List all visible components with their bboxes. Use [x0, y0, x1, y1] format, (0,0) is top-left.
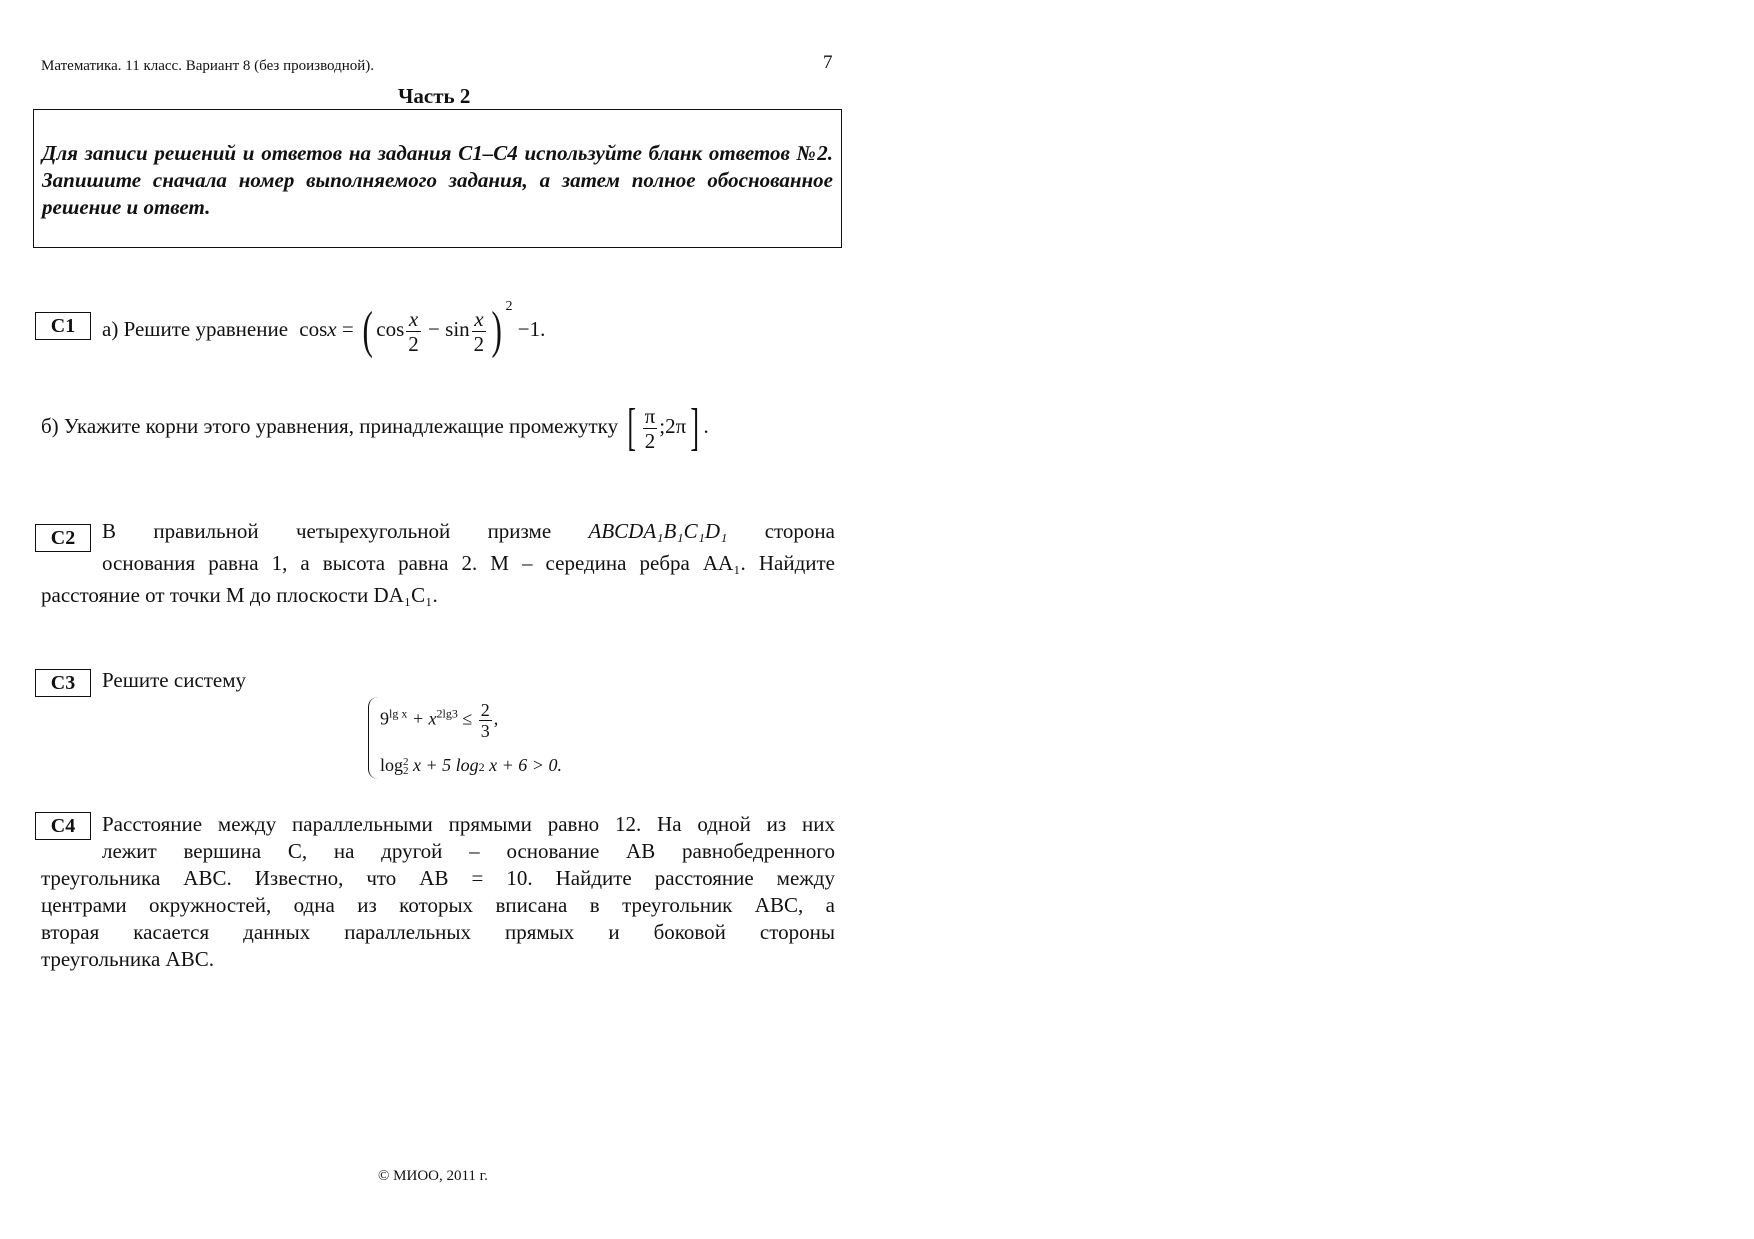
c1-eq-cos: cos: [299, 316, 328, 341]
c2-word: правильной: [153, 519, 259, 543]
c1-right-paren: ): [491, 302, 503, 359]
running-header: Математика. 11 класс. Вариант 8 (без производной).: [41, 58, 375, 74]
c1-frac-1: $\frac{x}{2}$: [408, 306, 419, 356]
c2-line-1: [102, 518, 835, 545]
c3-row1-exp2: 2lg3: [436, 706, 458, 721]
c2-word: сторона: [764, 519, 835, 543]
c4-line-3: треугольника ABC. Известно, что AB = 10. Найдите расстояние между: [41, 866, 835, 890]
c4-line-1: Расстояние между параллельными прямыми равно 12. На одной из них: [102, 812, 835, 836]
c2-prism-name: ABCDA₁B₁C₁D₁: [588, 519, 728, 543]
c4-line-2: лежит вершина C, на другой – основание AB равнобедренного: [102, 839, 835, 863]
c1-eq-cos2: cos: [376, 316, 405, 341]
instruction-box: [33, 109, 842, 248]
c1-equation: [299, 298, 546, 359]
page-number: 7: [823, 52, 833, 73]
c2-line-3: расстояние от точки M до плоскости DA₁C₁.: [41, 583, 438, 607]
instruction-text: Для записи решений и ответов на задания С1–С4 используйте бланк ответов №2. Запишите сначала номер выполняемого задания, а затем полное обоснованное решение и ответ.: [42, 141, 833, 219]
c1-left-paren: (: [362, 302, 373, 359]
c3-row1-base: 9: [380, 708, 389, 729]
c1-right-bracket: ]: [690, 399, 700, 456]
c3-row2-mid: x + 5 log: [408, 755, 479, 775]
c3-row1-exp: lg x: [389, 706, 408, 721]
c1-interval-frac: $\frac{\pi}{2}$: [644, 403, 656, 453]
c3-row1-frac: $\frac{2}{3}$: [480, 700, 490, 741]
c3-row1-leq: ≤: [457, 708, 477, 729]
c4-line-4: центрами окружностей, одна из которых вписана в треугольник ABC, а: [41, 893, 835, 917]
c2-word: В: [102, 519, 117, 543]
c3-row-2: [380, 755, 562, 776]
task-label-c2: C2: [35, 524, 91, 552]
task-label-c3: C3: [35, 669, 91, 697]
c3-row2-subsup: 2 2: [403, 755, 409, 777]
c1-eq-power: 2: [505, 298, 513, 314]
c3-intro: Решите систему: [102, 668, 247, 692]
c1-eq-tail: −1.: [512, 316, 546, 341]
c3-row1-mid: + x: [407, 708, 437, 729]
part-title: Часть 2: [398, 84, 471, 108]
c1-period: .: [703, 413, 709, 438]
task-label-c1: C1: [35, 312, 91, 340]
c2-line-2: основания равна 1, а высота равна 2. M – середина ребра AA₁. Найдите: [102, 551, 835, 575]
c1-part-a: [102, 298, 546, 359]
c1-part-a-prefix: а) Решите уравнение: [102, 316, 289, 341]
c1-part-b: [41, 399, 709, 456]
c3-row2-log: log: [380, 755, 404, 775]
c2-word: призме: [487, 519, 552, 543]
c1-interval-rest: ;2π: [659, 413, 687, 438]
c3-row2-tail: x + 6 > 0.: [484, 755, 562, 775]
c2-word: четырехугольной: [295, 519, 451, 543]
c1-left-bracket: [: [627, 399, 637, 456]
c1-eq-minus: −: [422, 316, 446, 341]
c1-eq-sin: sin: [445, 316, 470, 341]
c3-row1-comma: ,: [493, 708, 499, 729]
c3-row-1: [380, 700, 498, 741]
c4-line-6: треугольника ABC.: [41, 947, 214, 971]
c1-part-b-prefix: б) Укажите корни этого уравнения, принадлежащие промежутку: [41, 413, 619, 438]
c1-frac-2: $\frac{x}{2}$: [473, 306, 485, 356]
c1-eq-equals: =: [336, 316, 359, 341]
c3-row2-sub2: 2: [478, 760, 485, 774]
footer-copyright: © МИОО, 2011 г.: [378, 1168, 488, 1184]
task-label-c4: C4: [35, 812, 91, 840]
c4-line-5: вторая касается данных параллельных прямых и боковой стороны: [41, 920, 835, 944]
c1-eq-x: x: [327, 316, 337, 341]
